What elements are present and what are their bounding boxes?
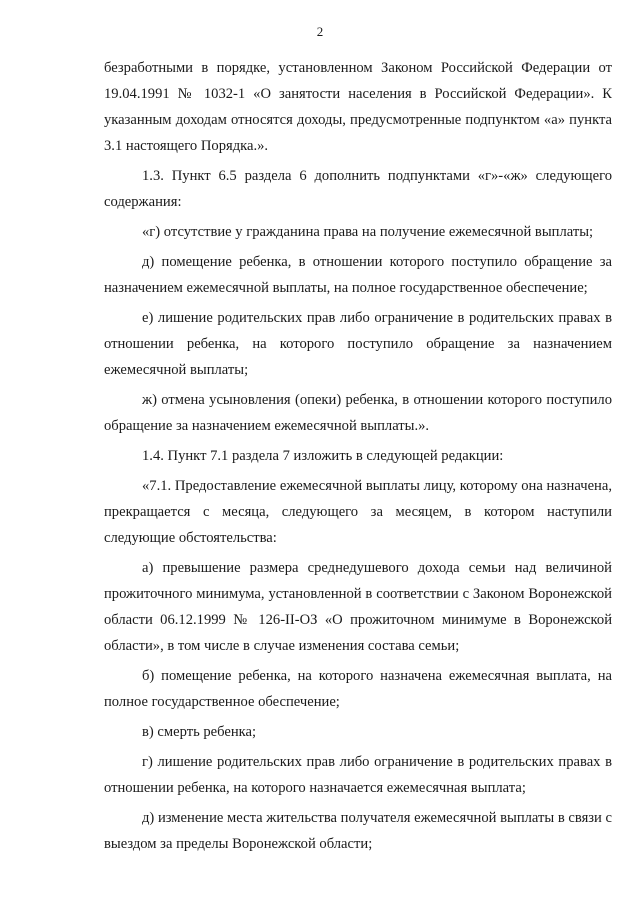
paragraph-item-g: г) лишение родительских прав либо ограничение в родительских правах в отношении ребенка, на которого назначается ежемесячная выплата;: [104, 754, 612, 796]
paragraph-1-4: 1.4. Пункт 7.1 раздела 7 изложить в следующей редакции:: [142, 448, 504, 464]
paragraph-item-b: б) помещение ребенка, на которого назначена ежемесячная выплата, на полное государственное обеспечение;: [104, 668, 612, 710]
paragraph-subitem-g: «г) отсутствие у гражданина права на получение ежемесячной выплаты;: [142, 224, 594, 240]
paragraph-item-d: д) изменение места жительства получателя ежемесячной выплаты в связи с выездом за пределы Воронежской области;: [104, 810, 612, 852]
document-body: [104, 55, 612, 861]
paragraph-subitem-zh: ж) отмена усыновления (опеки) ребенка, в отношении которого поступило обращение за назначением ежемесячной выплаты.».: [104, 392, 612, 434]
page-number: 2: [316, 24, 324, 39]
paragraph-7-1: «7.1. Предоставление ежемесячной выплаты лицу, которому она назначена, прекращается с месяца, следующего за месяцем, в котором наступили следующие обстоятельства:: [104, 478, 612, 546]
paragraph-subitem-d: д) помещение ребенка, в отношении которого поступило обращение за назначением ежемесячной выплаты, на полное государственное обеспечение;: [104, 254, 612, 296]
paragraph-item-a: а) превышение размера среднедушевого дохода семьи над величиной прожиточного минимума, установленной в соответствии с Законом Воронежской области 06.12.1999 № 126-II-ОЗ «О прожиточном минимуме в Воронежской области», в том числе в случае изменения состава семьи;: [104, 560, 612, 654]
paragraph-continuation: безработными в порядке, установленном Законом Российской Федерации от 19.04.1991 № 1032-1 «О занятости населения в Российской Федерации». К указанным доходам относятся доходы, предусмотренные подпунктом «а» пункта 3.1 настоящего Порядка.».: [104, 60, 612, 154]
paragraph-1-3: 1.3. Пункт 6.5 раздела 6 дополнить подпунктами «г»-«ж» следующего содержания:: [104, 168, 612, 210]
paragraph-subitem-e: е) лишение родительских прав либо ограничение в родительских правах в отношении ребенка, на которого поступило обращение за назначением ежемесячной выплаты;: [104, 310, 612, 378]
paragraph-item-v: в) смерть ребенка;: [142, 724, 257, 740]
